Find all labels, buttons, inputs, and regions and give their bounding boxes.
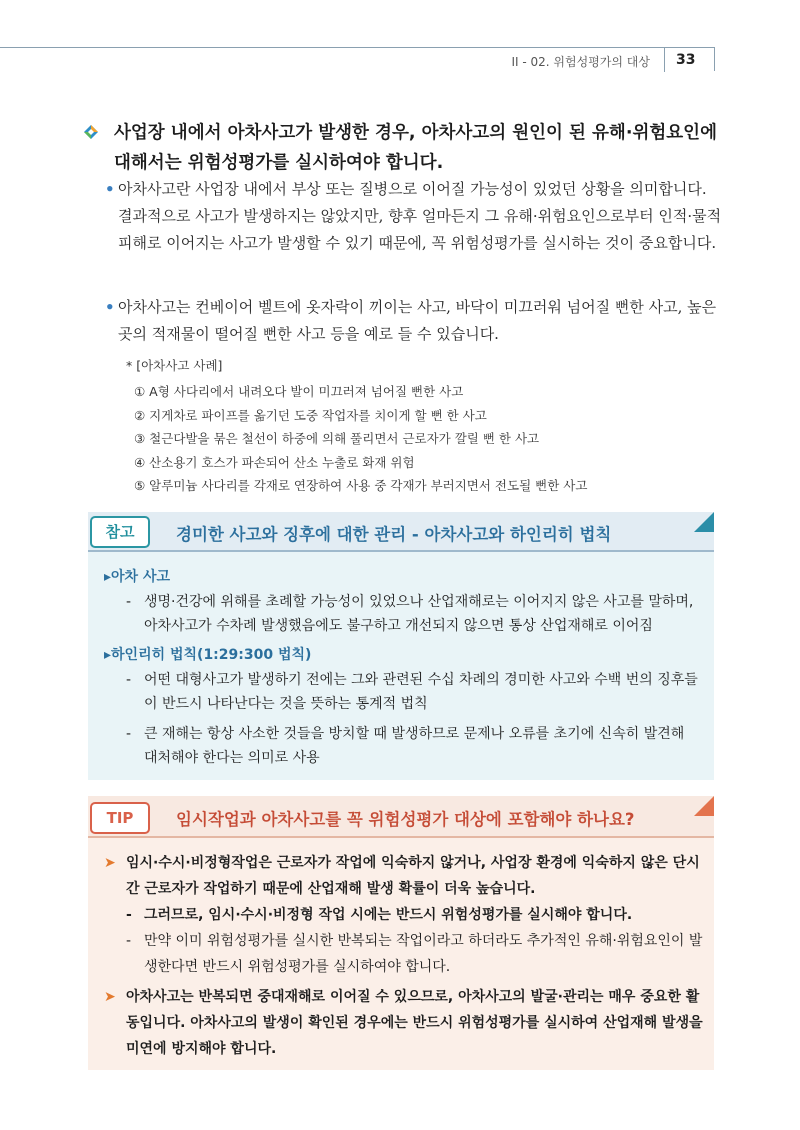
- dash-marker: -: [126, 672, 132, 688]
- reference-box: [88, 512, 714, 780]
- reference-item-text: 생명·건강에 위해를 초례할 가능성이 있었으나 산업재해로는 이어지지 않은 사고를 말하며, 아차사고가 수차례 발생했음에도 불구하고 개선되지 않으면 통상 산업재해로 이어짐: [144, 594, 694, 634]
- examples-list: [134, 380, 587, 498]
- example-item: ① A형 사다리에서 내려오다 발이 미끄러져 넘어질 뻔한 사고: [134, 384, 464, 399]
- tip-point: [104, 984, 704, 1062]
- tip-point: [104, 850, 704, 902]
- bullet-paragraph: [105, 176, 723, 257]
- reference-item: [126, 590, 701, 638]
- running-header: II - 02. 위험성평가의 대상: [511, 55, 650, 69]
- tip-title: 임시작업과 아차사고를 꼭 위험성평가 대상에 포함해야 하나요?: [176, 810, 635, 829]
- example-item: ⑤ 알루미늄 사다리를 각재로 연장하여 사용 중 각재가 부러지면서 전도될 뻔한 사고: [134, 478, 588, 493]
- bullet-dot-icon: •: [105, 298, 115, 316]
- corner-fold-icon: [694, 796, 714, 816]
- dash-marker: -: [126, 933, 132, 949]
- dash-marker: -: [126, 594, 132, 610]
- tip-subpoint-text: 만약 이미 위험성평가를 실시한 반복되는 작업이라고 하더라도 추가적인 유해·위험요인이 발생한다면 반드시 위험성평가를 실시하여야 합니다.: [144, 933, 703, 975]
- corner-fold-icon: [694, 512, 714, 532]
- tip-box: [88, 796, 714, 1070]
- reference-item-text: 큰 재해는 항상 사소한 것들을 방치할 때 발생하므로 문제나 오류를 초기에 신속히 발견해 대처해야 한다는 의미로 사용: [144, 726, 685, 766]
- bullet-dot-icon: •: [105, 180, 115, 198]
- header-rule: [0, 47, 715, 48]
- reference-body: [88, 552, 714, 780]
- tip-subpoint-text: 그러므로, 임시·수시·비정형 작업 시에는 반드시 위험성평가를 실시해야 합니다.: [144, 907, 633, 923]
- reference-item: [126, 722, 701, 770]
- tip-point-text: 아차사고는 반복되면 중대재해로 이어질 수 있으므로, 아차사고의 발굴·관리는 매우 중요한 활동입니다. 아차사고의 발생이 확인된 경우에는 반드시 위험성평가를 실시하여 산업재해 발생을 미연에 방지해야 합니다.: [126, 989, 703, 1057]
- dash-marker: -: [126, 726, 132, 742]
- reference-tab-label: 참고: [90, 516, 150, 548]
- tip-point-text: 임시·수시·비정형작업은 근로자가 작업에 익숙하지 않거나, 사업장 환경에 익숙하지 않은 단시간 근로자가 작업하기 때문에 산업재해 발생 확률이 더욱 높습니다.: [126, 855, 700, 897]
- header-divider: [664, 48, 665, 72]
- reference-item-text: 어떤 대형사고가 발생하기 전에는 그와 관련된 수십 차례의 경미한 사고와 수백 번의 징후들이 반드시 나타난다는 것을 뜻하는 통계적 법칙: [144, 672, 698, 712]
- tip-subpoint: [126, 928, 706, 980]
- tip-body: [88, 838, 714, 1070]
- reference-title: 경미한 사고와 징후에 대한 관리 - 아차사고와 하인리히 법칙: [176, 525, 612, 544]
- page-number: 33: [676, 52, 696, 68]
- main-heading-text: 사업장 내에서 아차사고가 발생한 경우, 아차사고의 원인이 된 유해·위험요인에 대해서는 위험성평가를 실시하여야 합니다.: [114, 123, 717, 173]
- bullet-paragraph: [105, 294, 723, 348]
- example-item: ④ 산소용기 호스가 파손되어 산소 누출로 화재 위험: [134, 454, 415, 470]
- main-heading: [86, 118, 726, 178]
- diamond-bullet-icon: [84, 125, 98, 139]
- tip-subpoint: [126, 902, 706, 928]
- examples-title: * [아차사고 사례]: [126, 358, 223, 373]
- header-end-tick: [714, 47, 715, 71]
- arrow-right-icon: ➤: [104, 855, 116, 871]
- arrow-right-icon: ➤: [104, 989, 116, 1005]
- reference-item: [126, 668, 701, 716]
- bullet-text: 아차사고는 컨베이어 벨트에 옷자락이 끼이는 사고, 바닥이 미끄러워 넘어질 뻔한 사고, 높은 곳의 적재물이 떨어질 뻔한 사고 등을 예로 들 수 있습니다.: [118, 298, 717, 343]
- example-item: ③ 철근다발을 묶은 철선이 하중에 의해 풀리면서 근로자가 깔릴 뻔 한 사고: [134, 431, 540, 446]
- tip-tab-label: TIP: [90, 802, 150, 834]
- dash-marker: -: [126, 907, 132, 923]
- reference-subheading: ▸아차 사고: [104, 569, 170, 585]
- example-item: ② 지게차로 파이프를 옮기던 도중 작업자를 치이게 할 뻔 한 사고: [134, 407, 487, 423]
- reference-subheading: ▸하인리히 법칙(1:29:300 법칙): [104, 647, 312, 663]
- bullet-text: 아차사고란 사업장 내에서 부상 또는 질병으로 이어질 가능성이 있었던 상황을 의미합니다. 결과적으로 사고가 발생하지는 않았지만, 향후 얼마든지 그 유해·위험요인으로부터 인적·물적 피해로 이어지는 사고가 발생할 수 있기 때문에, 꼭 위험성평가를 실시하는 것이 중요합니다.: [118, 180, 722, 252]
